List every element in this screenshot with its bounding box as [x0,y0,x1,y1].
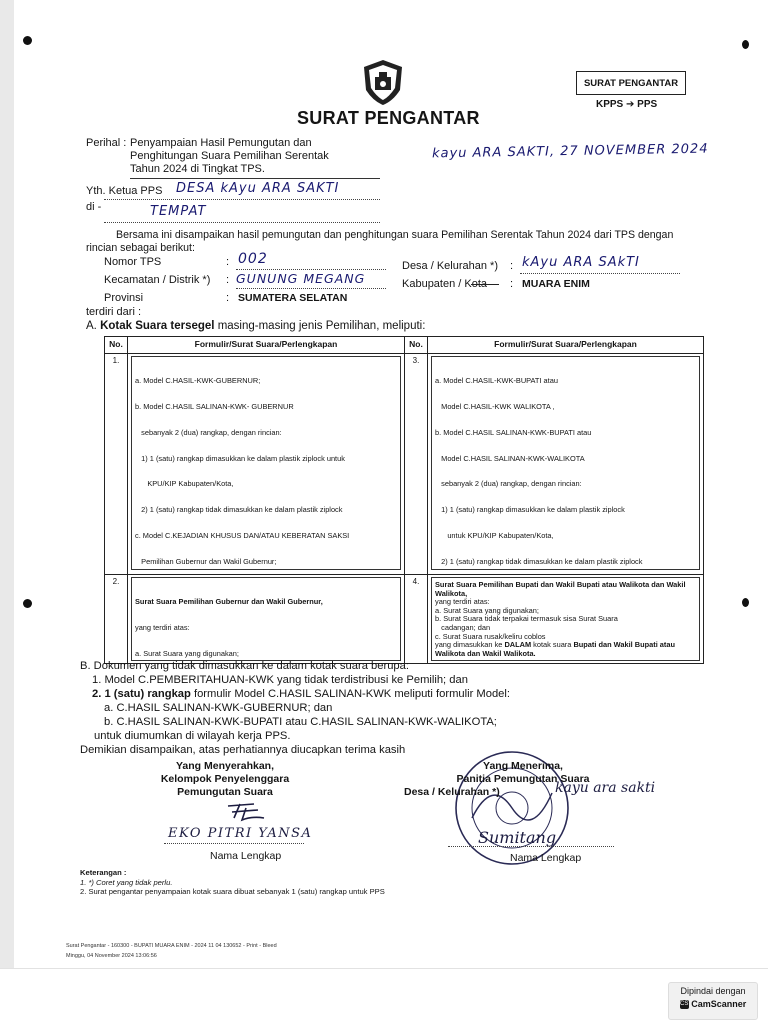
section-b-rest: formulir Model C.HASIL SALINAN-KWK meliputi formulir Model: [190,688,510,700]
yth-value: DESA kAyu ARA SAKTI [176,181,340,196]
note-item: 1. *) Coret yang tidak perlu. [80,877,173,887]
col-no: No. [105,337,128,354]
row-number: 3. [405,354,428,575]
terdiri-label: terdiri dari : [86,306,142,318]
row-number: 2. [105,575,128,664]
cell-line: a. Surat Suara yang digunakan; [435,605,539,615]
cell-1-box [131,356,401,570]
sign-left-l1: Yang Menyerahkan, [175,760,275,772]
sign-right-l1: Yang Menerima, [483,760,563,772]
kab-colon: : [510,278,514,290]
cell-line: b. Model C.HASIL SALINAN-KWK- GUBERNUR [135,401,294,411]
cell-2-box [131,577,401,661]
tail-b: DALAM [504,640,532,650]
scan-margin-left [0,0,14,970]
tail-c: kotak suara [531,640,574,650]
perihal-line: Penyampaian Hasil Pemungutan dan [130,137,312,149]
signature-left-icon [224,800,268,822]
sign-right-line [448,846,614,847]
closing-text: Demikian disampaikan, atas perhatiannya diucapkan terima kasih [80,744,406,756]
cell-line: 1) 1 (satu) rangkap dimasukkan ke dalam plastik ziplock [435,505,625,515]
desa-label: Desa / Kelurahan *) [402,260,498,272]
sign-right-l2: Panitia Pemungutan Suara [456,773,590,785]
prov-value: SUMATERA SELATAN [238,292,348,304]
tail-d: Bupati dan Wakil Bupati atau Walikota dan Wakil Walikota. [435,640,675,658]
cell-line: a. Surat Suara yang digunakan; [135,648,239,658]
table-cell-3 [428,354,704,575]
cell-tail [435,641,696,658]
table-cell-1 [128,354,405,575]
punch-hole-icon [23,36,32,45]
yth-label: Yth. Ketua PPS [86,185,163,197]
col-form: Formulir/Surat Suara/Perlengkapan [128,337,405,354]
prov-colon: : [226,292,230,304]
kab-value: MUARA ENIM [522,278,590,290]
footer-print: Surat Pengantar - 160300 - BUPATI MUARA ENIM - 2024 11 04 130652 - Print - Bleed [66,943,277,949]
cell-line: a. Model C.HASIL-KWK-BUPATI atau [435,376,558,386]
yth-line [104,199,380,200]
place-date: kayu ARA SAKTI, 27 NOVEMBER 2024 [431,141,709,162]
section-b-line: 1. Model C.PEMBERITAHUAN-KWK yang tidak terdistribusi ke Pemilih; dan [92,674,468,686]
tail-a: yang dimasukkan ke [435,640,505,650]
section-b-line: untuk diumumkan di wilayah kerja PPS. [94,730,291,742]
kec-value: GUNUNG MEGANG [236,271,366,286]
scan-margin-bottom [0,968,768,1025]
perihal-underline [130,178,380,179]
prov-label: Provinsi [104,292,144,304]
perihal-line: Tahun 2024 di Tingkat TPS. [130,163,265,175]
sign-left-l2: Kelompok Penyelenggara [160,773,290,785]
cell-line: Model C.HASIL-KWK WALIKOTA , [435,401,555,411]
section-b-bold: 2. 1 (satu) rangkap [92,688,191,700]
cell-line: sebanyak 2 (dua) rangkap, dengan rincian: [435,479,582,489]
notes-heading: Keterangan : [80,868,127,877]
perihal-label: Perihal : [86,137,127,149]
camscanner-l2: CamScanner [691,999,747,1009]
camscanner-l2-row [669,998,757,1011]
section-b [80,659,510,757]
table-cell-4 [428,575,704,664]
sign-right-l3: Desa / Kelurahan *) [404,786,500,798]
punch-hole-icon [23,599,32,608]
desa-value: kAyu ARA SAkTI [522,255,640,270]
punch-hole-icon [742,598,749,607]
cell-head: Surat Suara Pemilihan Bupati dan Wakil Bupati atau Walikota dan Wakil Walikota, [435,580,686,598]
cell-line: b. Model C.HASIL SALINAN-KWK-BUPATI atau [435,427,592,437]
section-a-rest: masing-masing jenis Pemilihan, meliputi: [214,320,426,332]
row-number: 1. [105,354,128,575]
tps-colon: : [226,256,230,268]
section-b-line [80,687,510,701]
kab-label-text: Kabupaten / Kota [402,278,488,290]
cell-line: KPU/KIP Kabupaten/Kota, [135,479,234,489]
notes [80,868,385,897]
row-number: 4. [405,575,428,664]
cell-line: b. Surat Suara tidak terpakai termasuk sisa Surat Suara [435,614,618,624]
di-line [104,222,380,223]
sign-right-caption: Nama Lengkap [510,852,582,864]
cell-line: yang terdiri atas: [435,597,490,607]
ballot-box-table [104,336,704,664]
desa-colon: : [510,260,514,272]
kec-line [236,288,386,289]
section-a-heading [86,320,425,332]
table-row [105,575,704,664]
section-b-line: b. C.HASIL SALINAN-KWK-BUPATI atau C.HASIL SALINAN-KWK-WALIKOTA; [104,716,497,728]
cell-line: Model C.HASIL SALINAN-KWK-WALIKOTA [435,453,585,463]
sign-left-name: EKO PITRI YANSA [168,826,313,841]
sign-right-place: kayu ara sakti [555,780,656,796]
tps-label: Nomor TPS [104,256,162,268]
badge-box [576,71,686,95]
badge-sub: KPPS ➔ PPS [596,99,658,110]
perihal-line: Penghitungan Suara Pemilihan Serentak [130,150,329,162]
section-a-bold: Kotak Suara tersegel [100,320,215,332]
table-cell-2 [128,575,405,664]
kota-strike [471,284,499,285]
document-title: SURAT PENGANTAR [297,108,480,128]
section-b-heading: B. Dokumen yang tidak dimasukkan ke dalam kotak suara berupa: [80,660,409,672]
sign-left-caption: Nama Lengkap [210,850,282,862]
di-value: TEMPAT [150,204,207,219]
cell-line: 2) 1 (satu) rangkap tidak dimasukkan ke dalam plastik ziplock [135,505,343,515]
sign-left-l3: Pemungutan Suara [177,786,273,798]
camscanner-l1: Dipindai dengan [680,986,746,996]
table-row [105,354,704,575]
cell-line: yang terdiri atas: [135,622,190,632]
cell-line: Pemilihan Gubernur dan Wakil Gubernur; [135,556,277,566]
cell-line: untuk KPU/KIP Kabupaten/Kota, [435,530,554,540]
tps-line [236,269,386,270]
di-label: di - [86,201,102,213]
punch-hole-icon [742,40,749,49]
note-item: 2. Surat pengantar penyampaian kotak suara dibuat sebanyak 1 (satu) rangkap untuk PPS [80,887,385,896]
footer-date: Minggu, 04 November 2024 13:06:56 [66,953,157,959]
sign-left-line [164,843,304,844]
cell-3-box [431,356,700,570]
section-a-letter: A. [86,320,97,332]
cell-line: 2) 1 (satu) rangkap tidak dimasukkan ke dalam plastik ziplock [435,556,643,566]
camscanner-watermark [668,982,758,1020]
cell-line: c. Model C.KEJADIAN KHUSUS DAN/ATAU KEBERATAN SAKSI [135,530,350,540]
table-header-row [105,337,704,354]
cell-line: 1) 1 (satu) rangkap dimasukkan ke dalam plastik ziplock untuk [135,453,345,463]
intro-text: Bersama ini disampaikan hasil pemungutan dan penghitungan suara Pemilihan Serentak Tahun 2024 dari TPS dengan rincian sebagai berikut: [86,229,674,254]
cell-line: cadangan; dan [435,622,491,632]
kec-colon: : [226,274,230,286]
cell-line: sebanyak 2 (dua) rangkap, dengan rincian: [135,427,282,437]
kec-label: Kecamatan / Distrik *) [104,274,211,286]
cell-line: c. Surat Suara rusak/keliru coblos [435,631,546,641]
sign-left-block [150,760,300,799]
cell-line: a. Model C.HASIL-KWK-GUBERNUR; [135,376,261,386]
col-form: Formulir/Surat Suara/Perlengkapan [428,337,704,354]
col-no: No. [405,337,428,354]
sign-right-name: Sumitang [478,828,557,847]
tps-value: 002 [238,251,268,267]
desa-line [520,273,680,274]
camscanner-logo-icon: CS [680,1001,689,1008]
cell-head: Surat Suara Pemilihan Gubernur dan Wakil Gubernur, [135,597,323,607]
badge-title: SURAT PENGANTAR [583,77,679,89]
cell-4-box [431,577,700,661]
section-b-line: a. C.HASIL SALINAN-KWK-GUBERNUR; dan [104,702,333,714]
perihal-text [130,137,329,176]
kpu-logo-icon [358,57,408,107]
